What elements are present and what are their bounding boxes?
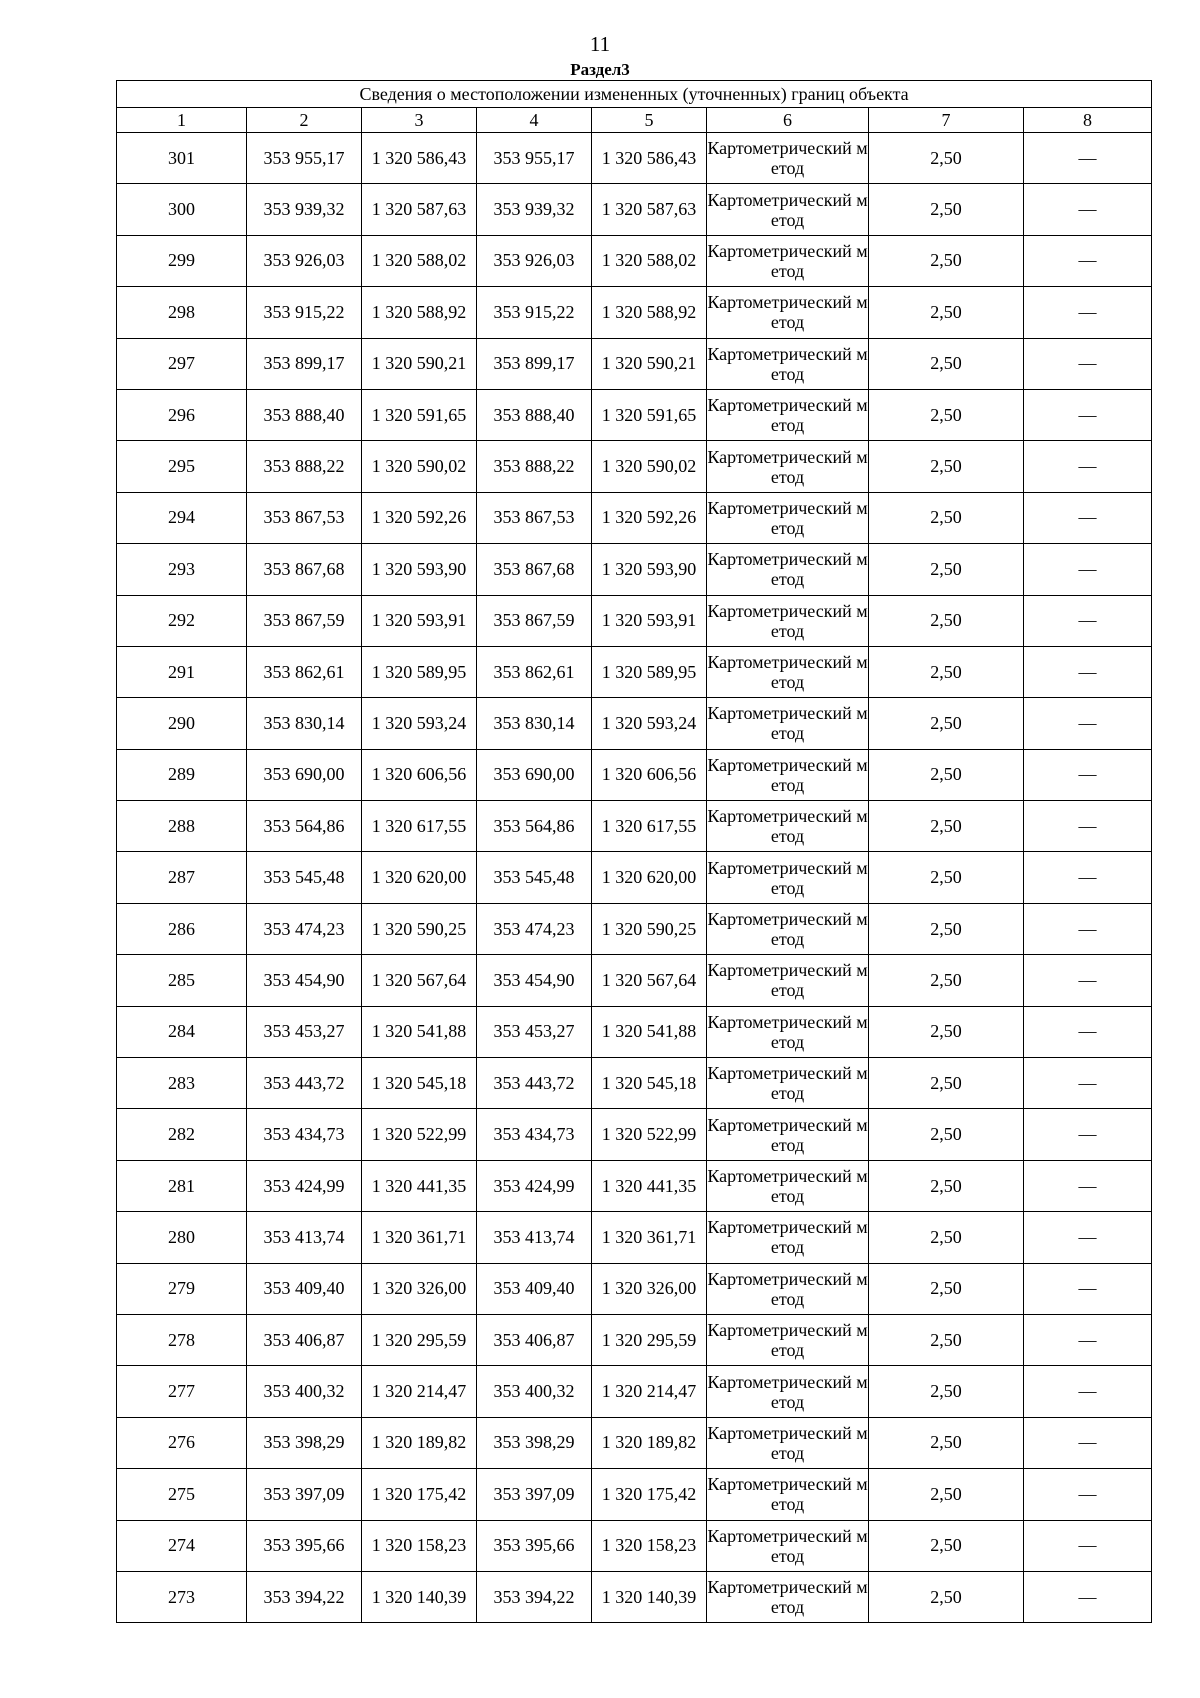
- table-row: [117, 801, 1152, 852]
- cell-note: —: [1024, 1571, 1152, 1622]
- cell-y-new: 1 320 590,25: [592, 903, 707, 954]
- cell-method: Картометрический метод: [707, 133, 869, 184]
- cell-point-number: 278: [117, 1314, 247, 1365]
- cell-x-new: 353 397,09: [477, 1469, 592, 1520]
- cell-x-new: 353 395,66: [477, 1520, 592, 1571]
- cell-y-old: 1 320 214,47: [362, 1366, 477, 1417]
- cell-y-new: 1 320 589,95: [592, 646, 707, 697]
- table-row: [117, 338, 1152, 389]
- cell-point-number: 282: [117, 1109, 247, 1160]
- cell-note: —: [1024, 801, 1152, 852]
- table-row: [117, 389, 1152, 440]
- cell-y-new: 1 320 175,42: [592, 1469, 707, 1520]
- cell-method: Картометрический метод: [707, 1263, 869, 1314]
- table-row: [117, 1212, 1152, 1263]
- cell-note: —: [1024, 1006, 1152, 1057]
- cell-point-number: 291: [117, 646, 247, 697]
- cell-x-new: 353 545,48: [477, 852, 592, 903]
- cell-x-old: 353 867,68: [247, 544, 362, 595]
- cell-y-new: 1 320 620,00: [592, 852, 707, 903]
- cell-y-new: 1 320 593,90: [592, 544, 707, 595]
- cell-y-new: 1 320 592,26: [592, 492, 707, 543]
- cell-x-old: 353 867,59: [247, 595, 362, 646]
- cell-precision: 2,50: [869, 1417, 1024, 1468]
- cell-method: Картометрический метод: [707, 1212, 869, 1263]
- cell-y-new: 1 320 541,88: [592, 1006, 707, 1057]
- cell-note: —: [1024, 1314, 1152, 1365]
- cell-x-old: 353 939,32: [247, 184, 362, 235]
- cell-precision: 2,50: [869, 1469, 1024, 1520]
- cell-method: Картометрический метод: [707, 1109, 869, 1160]
- cell-note: —: [1024, 235, 1152, 286]
- cell-method: Картометрический метод: [707, 1417, 869, 1468]
- table-row: [117, 1571, 1152, 1622]
- cell-y-old: 1 320 592,26: [362, 492, 477, 543]
- cell-x-new: 353 867,59: [477, 595, 592, 646]
- cell-x-new: 353 830,14: [477, 698, 592, 749]
- cell-point-number: 284: [117, 1006, 247, 1057]
- cell-x-old: 353 915,22: [247, 287, 362, 338]
- cell-y-new: 1 320 593,24: [592, 698, 707, 749]
- cell-y-new: 1 320 590,02: [592, 441, 707, 492]
- cell-y-new: 1 320 588,02: [592, 235, 707, 286]
- cell-y-old: 1 320 541,88: [362, 1006, 477, 1057]
- cell-x-new: 353 915,22: [477, 287, 592, 338]
- cell-x-old: 353 888,40: [247, 389, 362, 440]
- cell-point-number: 286: [117, 903, 247, 954]
- cell-point-number: 292: [117, 595, 247, 646]
- table-row: [117, 184, 1152, 235]
- cell-x-new: 353 453,27: [477, 1006, 592, 1057]
- cell-point-number: 300: [117, 184, 247, 235]
- table-row: [117, 1109, 1152, 1160]
- cell-x-old: 353 862,61: [247, 646, 362, 697]
- cell-x-old: 353 867,53: [247, 492, 362, 543]
- cell-y-old: 1 320 586,43: [362, 133, 477, 184]
- cell-y-old: 1 320 593,90: [362, 544, 477, 595]
- cell-note: —: [1024, 1366, 1152, 1417]
- cell-y-old: 1 320 326,00: [362, 1263, 477, 1314]
- cell-note: —: [1024, 441, 1152, 492]
- column-number-5: 5: [592, 108, 707, 133]
- table-row: [117, 646, 1152, 697]
- cell-note: —: [1024, 1212, 1152, 1263]
- cell-point-number: 296: [117, 389, 247, 440]
- cell-x-new: 353 400,32: [477, 1366, 592, 1417]
- cell-point-number: 288: [117, 801, 247, 852]
- cell-precision: 2,50: [869, 544, 1024, 595]
- cell-x-old: 353 545,48: [247, 852, 362, 903]
- cell-note: —: [1024, 389, 1152, 440]
- cell-note: —: [1024, 1263, 1152, 1314]
- cell-note: —: [1024, 184, 1152, 235]
- cell-y-new: 1 320 214,47: [592, 1366, 707, 1417]
- cell-x-new: 353 926,03: [477, 235, 592, 286]
- cell-method: Картометрический метод: [707, 287, 869, 338]
- cell-point-number: 279: [117, 1263, 247, 1314]
- cell-precision: 2,50: [869, 646, 1024, 697]
- cell-y-old: 1 320 620,00: [362, 852, 477, 903]
- cell-y-new: 1 320 593,91: [592, 595, 707, 646]
- cell-y-new: 1 320 140,39: [592, 1571, 707, 1622]
- cell-note: —: [1024, 698, 1152, 749]
- cell-x-old: 353 899,17: [247, 338, 362, 389]
- cell-y-old: 1 320 590,21: [362, 338, 477, 389]
- cell-x-new: 353 955,17: [477, 133, 592, 184]
- cell-method: Картометрический метод: [707, 184, 869, 235]
- cell-y-old: 1 320 593,91: [362, 595, 477, 646]
- cell-y-new: 1 320 588,92: [592, 287, 707, 338]
- cell-y-old: 1 320 158,23: [362, 1520, 477, 1571]
- cell-y-new: 1 320 295,59: [592, 1314, 707, 1365]
- cell-precision: 2,50: [869, 184, 1024, 235]
- cell-precision: 2,50: [869, 903, 1024, 954]
- cell-x-new: 353 899,17: [477, 338, 592, 389]
- table-row: [117, 852, 1152, 903]
- cell-point-number: 290: [117, 698, 247, 749]
- cell-point-number: 298: [117, 287, 247, 338]
- table-row: [117, 1314, 1152, 1365]
- cell-precision: 2,50: [869, 801, 1024, 852]
- cell-x-old: 353 926,03: [247, 235, 362, 286]
- cell-x-new: 353 474,23: [477, 903, 592, 954]
- column-number-4: 4: [477, 108, 592, 133]
- cell-point-number: 281: [117, 1160, 247, 1211]
- table-row: [117, 595, 1152, 646]
- cell-precision: 2,50: [869, 492, 1024, 543]
- table-title-row: [117, 81, 1152, 108]
- cell-y-old: 1 320 590,02: [362, 441, 477, 492]
- cell-y-old: 1 320 295,59: [362, 1314, 477, 1365]
- table-row: [117, 544, 1152, 595]
- cell-y-new: 1 320 158,23: [592, 1520, 707, 1571]
- cell-precision: 2,50: [869, 1263, 1024, 1314]
- cell-x-old: 353 453,27: [247, 1006, 362, 1057]
- cell-x-new: 353 443,72: [477, 1058, 592, 1109]
- cell-note: —: [1024, 955, 1152, 1006]
- cell-note: —: [1024, 1417, 1152, 1468]
- cell-note: —: [1024, 287, 1152, 338]
- cell-point-number: 289: [117, 749, 247, 800]
- cell-x-old: 353 395,66: [247, 1520, 362, 1571]
- cell-method: Картометрический метод: [707, 903, 869, 954]
- cell-note: —: [1024, 595, 1152, 646]
- cell-point-number: 285: [117, 955, 247, 1006]
- cell-precision: 2,50: [869, 595, 1024, 646]
- table-row: [117, 903, 1152, 954]
- cell-method: Картометрический метод: [707, 646, 869, 697]
- cell-x-new: 353 862,61: [477, 646, 592, 697]
- cell-y-new: 1 320 189,82: [592, 1417, 707, 1468]
- cell-point-number: 299: [117, 235, 247, 286]
- cell-method: Картометрический метод: [707, 544, 869, 595]
- cell-method: Картометрический метод: [707, 1520, 869, 1571]
- cell-note: —: [1024, 1469, 1152, 1520]
- table-row: [117, 1469, 1152, 1520]
- cell-y-old: 1 320 617,55: [362, 801, 477, 852]
- table-row: [117, 1417, 1152, 1468]
- cell-precision: 2,50: [869, 1212, 1024, 1263]
- cell-method: Картометрический метод: [707, 441, 869, 492]
- cell-y-old: 1 320 189,82: [362, 1417, 477, 1468]
- cell-x-new: 353 939,32: [477, 184, 592, 235]
- cell-y-new: 1 320 587,63: [592, 184, 707, 235]
- cell-precision: 2,50: [869, 389, 1024, 440]
- cell-method: Картометрический метод: [707, 338, 869, 389]
- cell-x-new: 353 888,40: [477, 389, 592, 440]
- cell-y-old: 1 320 545,18: [362, 1058, 477, 1109]
- cell-precision: 2,50: [869, 441, 1024, 492]
- table-row: [117, 235, 1152, 286]
- cell-point-number: 274: [117, 1520, 247, 1571]
- cell-x-old: 353 397,09: [247, 1469, 362, 1520]
- cell-x-old: 353 406,87: [247, 1314, 362, 1365]
- cell-y-new: 1 320 522,99: [592, 1109, 707, 1160]
- cell-method: Картометрический метод: [707, 235, 869, 286]
- cell-x-new: 353 867,53: [477, 492, 592, 543]
- cell-note: —: [1024, 544, 1152, 595]
- cell-x-new: 353 434,73: [477, 1109, 592, 1160]
- cell-x-old: 353 955,17: [247, 133, 362, 184]
- cell-method: Картометрический метод: [707, 698, 869, 749]
- cell-note: —: [1024, 1520, 1152, 1571]
- cell-y-new: 1 320 606,56: [592, 749, 707, 800]
- table-row: [117, 955, 1152, 1006]
- table-row: [117, 749, 1152, 800]
- cell-point-number: 297: [117, 338, 247, 389]
- cell-x-old: 353 409,40: [247, 1263, 362, 1314]
- cell-precision: 2,50: [869, 1314, 1024, 1365]
- cell-x-new: 353 424,99: [477, 1160, 592, 1211]
- cell-point-number: 277: [117, 1366, 247, 1417]
- cell-method: Картометрический метод: [707, 389, 869, 440]
- cell-y-new: 1 320 326,00: [592, 1263, 707, 1314]
- cell-note: —: [1024, 1109, 1152, 1160]
- cell-y-old: 1 320 588,92: [362, 287, 477, 338]
- table-row: [117, 1006, 1152, 1057]
- cell-precision: 2,50: [869, 1571, 1024, 1622]
- cell-x-old: 353 474,23: [247, 903, 362, 954]
- cell-method: Картометрический метод: [707, 1006, 869, 1057]
- cell-point-number: 294: [117, 492, 247, 543]
- cell-y-old: 1 320 588,02: [362, 235, 477, 286]
- page-number: 11: [589, 32, 611, 56]
- cell-y-old: 1 320 591,65: [362, 389, 477, 440]
- table-row: [117, 1520, 1152, 1571]
- column-number-8: 8: [1024, 108, 1152, 133]
- cell-note: —: [1024, 1160, 1152, 1211]
- cell-x-new: 353 409,40: [477, 1263, 592, 1314]
- table-row: [117, 287, 1152, 338]
- cell-y-old: 1 320 593,24: [362, 698, 477, 749]
- column-number-6: 6: [707, 108, 869, 133]
- cell-point-number: 275: [117, 1469, 247, 1520]
- cell-y-new: 1 320 590,21: [592, 338, 707, 389]
- cell-method: Картометрический метод: [707, 1160, 869, 1211]
- cell-y-new: 1 320 586,43: [592, 133, 707, 184]
- cell-x-old: 353 888,22: [247, 441, 362, 492]
- cell-x-old: 353 424,99: [247, 1160, 362, 1211]
- cell-point-number: 280: [117, 1212, 247, 1263]
- cell-y-new: 1 320 545,18: [592, 1058, 707, 1109]
- cell-y-old: 1 320 589,95: [362, 646, 477, 697]
- column-number-3: 3: [362, 108, 477, 133]
- cell-precision: 2,50: [869, 287, 1024, 338]
- cell-x-old: 353 434,73: [247, 1109, 362, 1160]
- table-row: [117, 698, 1152, 749]
- section-label: Раздел3: [570, 60, 630, 79]
- cell-method: Картометрический метод: [707, 1314, 869, 1365]
- cell-y-old: 1 320 140,39: [362, 1571, 477, 1622]
- table-row: [117, 1160, 1152, 1211]
- cell-point-number: 287: [117, 852, 247, 903]
- cell-x-old: 353 443,72: [247, 1058, 362, 1109]
- column-number-2: 2: [247, 108, 362, 133]
- cell-precision: 2,50: [869, 1366, 1024, 1417]
- cell-precision: 2,50: [869, 1109, 1024, 1160]
- cell-precision: 2,50: [869, 852, 1024, 903]
- cell-x-new: 353 394,22: [477, 1571, 592, 1622]
- cell-x-new: 353 564,86: [477, 801, 592, 852]
- table-body: [117, 133, 1152, 1623]
- cell-note: —: [1024, 1058, 1152, 1109]
- cell-point-number: 283: [117, 1058, 247, 1109]
- cell-y-new: 1 320 617,55: [592, 801, 707, 852]
- cell-precision: 2,50: [869, 235, 1024, 286]
- column-number-1: 1: [117, 108, 247, 133]
- cell-x-old: 353 830,14: [247, 698, 362, 749]
- cell-precision: 2,50: [869, 1058, 1024, 1109]
- cell-note: —: [1024, 852, 1152, 903]
- cell-precision: 2,50: [869, 955, 1024, 1006]
- cell-y-old: 1 320 606,56: [362, 749, 477, 800]
- cell-x-new: 353 867,68: [477, 544, 592, 595]
- table-row: [117, 492, 1152, 543]
- cell-precision: 2,50: [869, 1520, 1024, 1571]
- cell-x-new: 353 888,22: [477, 441, 592, 492]
- cell-point-number: 301: [117, 133, 247, 184]
- cell-y-old: 1 320 175,42: [362, 1469, 477, 1520]
- cell-x-old: 353 690,00: [247, 749, 362, 800]
- table-row: [117, 1263, 1152, 1314]
- cell-x-old: 353 413,74: [247, 1212, 362, 1263]
- cell-y-old: 1 320 587,63: [362, 184, 477, 235]
- cell-y-new: 1 320 361,71: [592, 1212, 707, 1263]
- table-row: [117, 1058, 1152, 1109]
- cell-note: —: [1024, 338, 1152, 389]
- cell-note: —: [1024, 133, 1152, 184]
- cell-note: —: [1024, 903, 1152, 954]
- cell-x-old: 353 564,86: [247, 801, 362, 852]
- cell-y-old: 1 320 522,99: [362, 1109, 477, 1160]
- cell-x-old: 353 394,22: [247, 1571, 362, 1622]
- table-title: Сведения о местоположении измененных (уточненных) границ объекта: [117, 81, 1152, 108]
- table-row: [117, 441, 1152, 492]
- cell-point-number: 295: [117, 441, 247, 492]
- cell-y-old: 1 320 361,71: [362, 1212, 477, 1263]
- cell-precision: 2,50: [869, 698, 1024, 749]
- cell-x-new: 353 413,74: [477, 1212, 592, 1263]
- cell-y-old: 1 320 590,25: [362, 903, 477, 954]
- cell-point-number: 276: [117, 1417, 247, 1468]
- cell-method: Картометрический метод: [707, 492, 869, 543]
- column-number-7: 7: [869, 108, 1024, 133]
- cell-method: Картометрический метод: [707, 801, 869, 852]
- cell-x-new: 353 398,29: [477, 1417, 592, 1468]
- cell-point-number: 273: [117, 1571, 247, 1622]
- cell-precision: 2,50: [869, 133, 1024, 184]
- cell-point-number: 293: [117, 544, 247, 595]
- cell-method: Картометрический метод: [707, 1469, 869, 1520]
- cell-y-old: 1 320 567,64: [362, 955, 477, 1006]
- cell-note: —: [1024, 492, 1152, 543]
- column-number-row: [117, 108, 1152, 133]
- cell-method: Картометрический метод: [707, 852, 869, 903]
- cell-precision: 2,50: [869, 1160, 1024, 1211]
- cell-method: Картометрический метод: [707, 1571, 869, 1622]
- cell-method: Картометрический метод: [707, 749, 869, 800]
- cell-precision: 2,50: [869, 338, 1024, 389]
- cell-method: Картометрический метод: [707, 1366, 869, 1417]
- cell-method: Картометрический метод: [707, 1058, 869, 1109]
- cell-y-new: 1 320 567,64: [592, 955, 707, 1006]
- cell-note: —: [1024, 749, 1152, 800]
- table-row: [117, 1366, 1152, 1417]
- cell-precision: 2,50: [869, 749, 1024, 800]
- cell-y-new: 1 320 591,65: [592, 389, 707, 440]
- cell-x-new: 353 690,00: [477, 749, 592, 800]
- cell-method: Картометрический метод: [707, 955, 869, 1006]
- cell-x-old: 353 454,90: [247, 955, 362, 1006]
- cell-y-new: 1 320 441,35: [592, 1160, 707, 1211]
- cell-x-old: 353 400,32: [247, 1366, 362, 1417]
- boundary-coordinates-table: [116, 80, 1152, 1623]
- cell-x-new: 353 406,87: [477, 1314, 592, 1365]
- cell-precision: 2,50: [869, 1006, 1024, 1057]
- cell-note: —: [1024, 646, 1152, 697]
- cell-y-old: 1 320 441,35: [362, 1160, 477, 1211]
- table-row: [117, 133, 1152, 184]
- cell-x-old: 353 398,29: [247, 1417, 362, 1468]
- cell-x-new: 353 454,90: [477, 955, 592, 1006]
- cell-method: Картометрический метод: [707, 595, 869, 646]
